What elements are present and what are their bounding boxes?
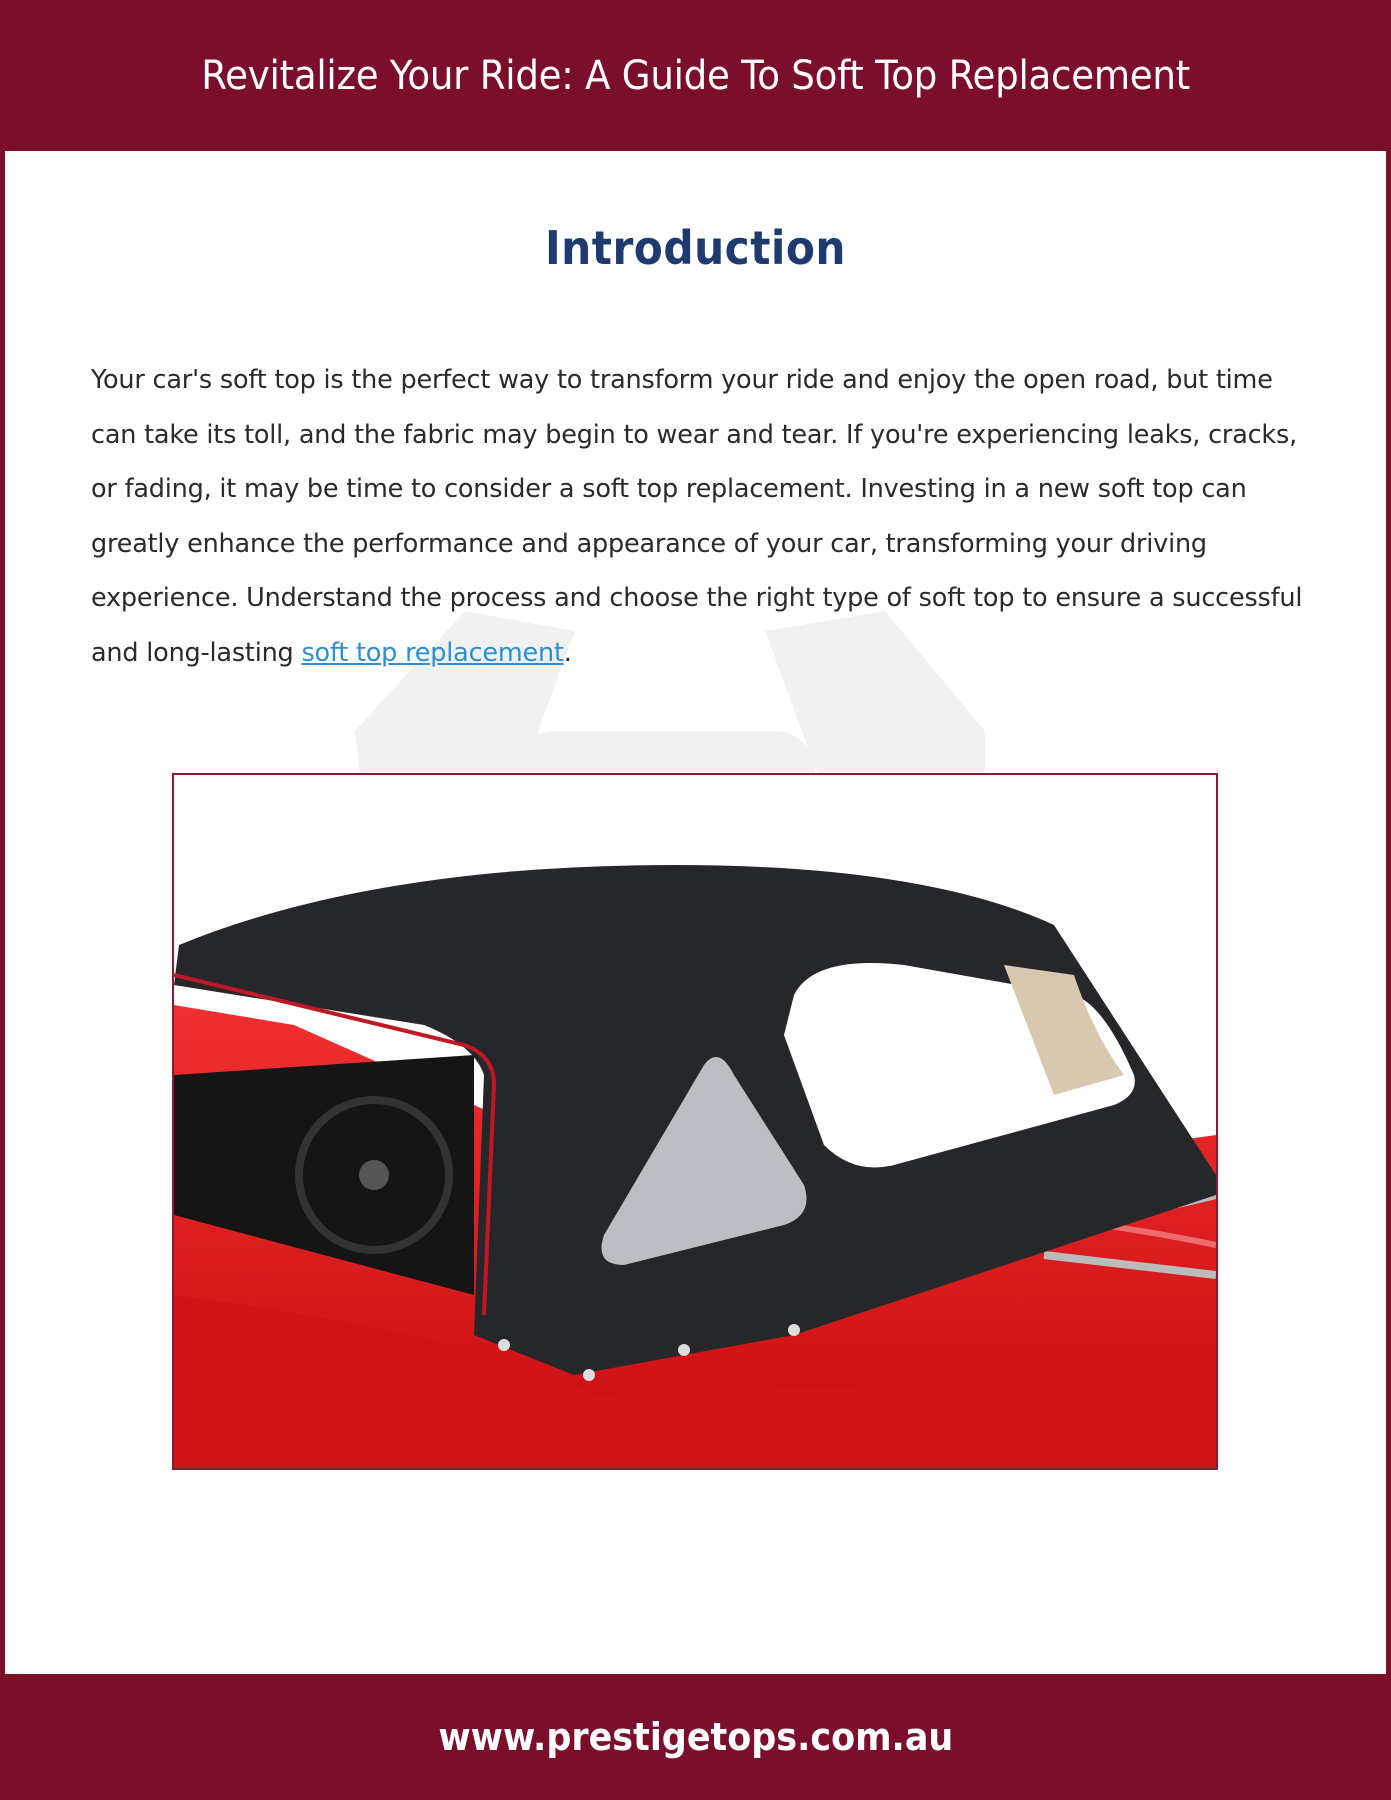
content-page <box>5 151 1386 1674</box>
header-banner <box>0 0 1391 151</box>
car-illustration-icon <box>174 775 1216 1468</box>
page-title: Revitalize Your Ride: A Guide To Soft Top Replacement <box>201 52 1190 99</box>
website-url: www.prestigetops.com.au <box>438 1715 953 1759</box>
intro-paragraph <box>91 353 1321 680</box>
soft-top-replacement-link[interactable]: soft top replacement <box>301 637 564 668</box>
section-heading: Introduction <box>544 221 847 275</box>
car-soft-top-photo <box>172 773 1218 1470</box>
paragraph-end: . <box>563 637 572 668</box>
footer-banner <box>0 1674 1391 1800</box>
paragraph-text: Your car's soft top is the perfect way to transform your ride and enjoy the open road, but time can take its toll, and the fabric may begin to wear and tear. If you're experiencing leaks, cracks, or fading, it may be time to consider a soft top replacement. Investing in a new soft top can greatly enhance the performance and appearance of your car, transforming your driving experience. Understand the process and choose the right type of soft top to ensure a successful and long-lasting <box>91 365 1303 668</box>
